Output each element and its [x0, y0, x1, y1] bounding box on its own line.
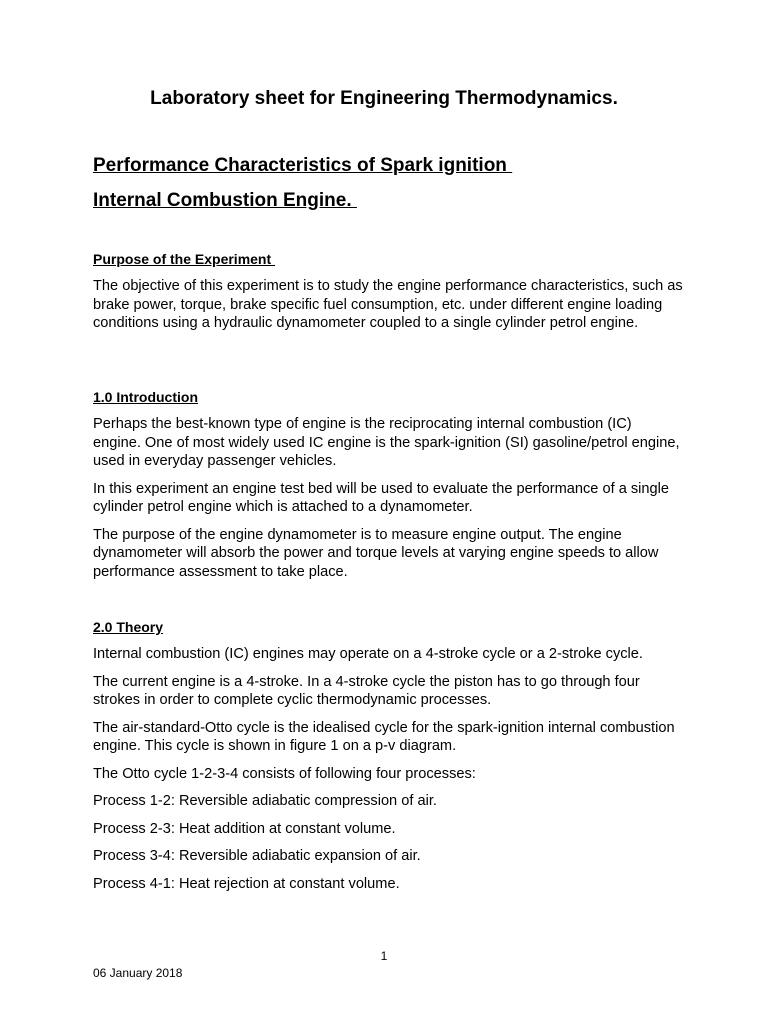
process-item: Process 1-2: Reversible adiabatic compression of air. [93, 793, 437, 809]
introduction-paragraph: The purpose of the engine dynamometer is to measure engine output. The engine dynamometer will absorb the power and torque levels at varying engine speeds to allow performance assessment to take place. [93, 526, 659, 580]
theory-paragraph: The Otto cycle 1-2-3-4 consists of following four processes: [93, 765, 476, 782]
purpose-heading: Purpose of the Experiment [93, 251, 276, 267]
theory-heading: 2.0 Theory [93, 619, 164, 635]
document-title: Laboratory sheet for Engineering Thermodynamics. [150, 88, 618, 109]
purpose-paragraph: The objective of this experiment is to study the engine performance characteristics, such as brake power, torque, brake specific fuel consumption, etc. under different engine loading conditions using a hydraulic dynamometer coupled to a single cylinder petrol engine. [93, 278, 683, 331]
process-item: Process 2-3: Heat addition at constant volume. [93, 820, 396, 837]
main-title-line-1: Performance Characteristics of Spark ignition [93, 155, 513, 176]
theory-paragraph: The current engine is a 4-stroke. In a 4-stroke cycle the piston has to go through four strokes in order to complete cyclic thermodynamic processes. [93, 673, 640, 708]
footer-date: 06 January 2018 [93, 966, 183, 980]
introduction-paragraph: Perhaps the best-known type of engine is the reciprocating internal combustion (IC) engine. One of most widely used IC engine is the spark-ignition (SI) gasoline/petrol engine, used in everyday passenger vehicles. [93, 416, 680, 469]
purpose-section [93, 251, 683, 342]
theory-paragraph: The air-standard-Otto cycle is the idealised cycle for the spark-ignition internal combustion engine. This cycle is shown in figure 1 on a p-v diagram. [93, 719, 675, 754]
theory-section [93, 619, 683, 902]
introduction-section [93, 389, 683, 590]
main-title-line-2: Internal Combustion Engine. [93, 190, 357, 211]
theory-paragraph: Internal combustion (IC) engines may operate on a 4-stroke cycle or a 2-stroke cycle. [93, 646, 643, 662]
introduction-heading: 1.0 Introduction [93, 389, 198, 405]
process-item: Process 3-4: Reversible adiabatic expansion of air. [93, 848, 421, 864]
introduction-paragraph: In this experiment an engine test bed will be used to evaluate the performance of a single cylinder petrol engine which is attached to a dynamometer. [93, 480, 669, 515]
page-number: 1 [380, 949, 388, 963]
process-item: Process 4-1: Heat rejection at constant volume. [93, 875, 400, 892]
